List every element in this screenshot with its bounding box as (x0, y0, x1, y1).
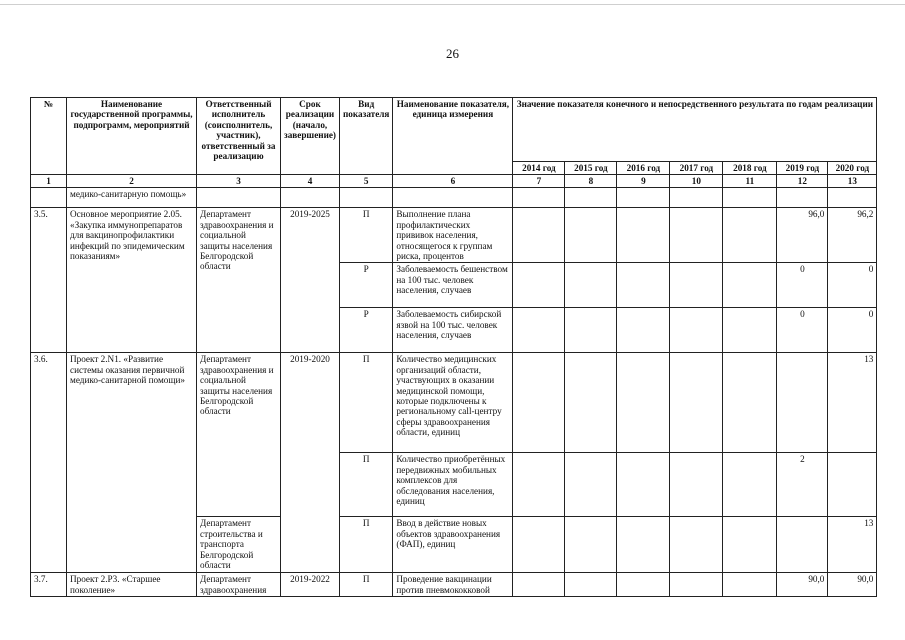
program-name: Основное мероприятие 2.05. «Закупка иммунопрепаратов для вакцинопрофилактики инфекций по эпидемическим показаниям» (67, 208, 197, 353)
value-2020: 13 (828, 517, 877, 573)
col-header-values-group: Значение показателя конечного и непосредственного результата по годам реализации (513, 98, 877, 162)
column-numbers-row (31, 175, 877, 188)
indicator-name: Заболеваемость сибирской язвой на 100 тыс. человек населения, случаев (393, 308, 513, 353)
value-2019: 96,0 (777, 208, 828, 263)
column-number: 4 (281, 175, 340, 188)
year-header: 2014 год (513, 162, 565, 175)
page-number: 26 (446, 46, 459, 61)
indicator-kind: П (340, 573, 393, 597)
indicator-name: Количество медицинских организаций области, участвующих в оказании медицинской помощи, которые подключены к региональному call-центру сферы здравоохранения области, единиц (393, 353, 513, 453)
indicators-table (30, 97, 877, 597)
indicator-name: Количество приобретённых передвижных мобильных комплексов для обследования населения, единиц (393, 453, 513, 517)
indicator-kind: П (340, 208, 393, 263)
program-name: Проект 2.N1. «Развитие системы оказания первичной медико-санитарной помощи» (67, 353, 197, 573)
table-row (31, 208, 877, 263)
indicator-name: Ввод в действие новых объектов здравоохранения (ФАП), единиц (393, 517, 513, 573)
column-number: 9 (617, 175, 670, 188)
continuation-text: медико-санитарную помощь» (67, 188, 197, 208)
column-number: 3 (197, 175, 281, 188)
col-header-indicator: Наименование показателя, единица измерения (393, 98, 513, 175)
row-number: 3.6. (31, 353, 67, 573)
value-2020: 0 (828, 263, 877, 308)
value-2020: 96,2 (828, 208, 877, 263)
column-number: 10 (670, 175, 723, 188)
executor-2: Департамент строительства и транспорта Белгородской области (197, 517, 281, 573)
indicator-name: Выполнение плана профилактических прививок населения, относящегося к группам риска, процентов (393, 208, 513, 263)
column-number: 5 (340, 175, 393, 188)
table-row (31, 188, 877, 208)
indicator-name: Заболеваемость бешенством на 100 тыс. человек населения, случаев (393, 263, 513, 308)
executor: Департамент здравоохранения и социальной защиты населения Белгородской области (197, 353, 281, 517)
year-header: 2016 год (617, 162, 670, 175)
column-number: 13 (828, 175, 877, 188)
indicator-kind: П (340, 453, 393, 517)
table-row (31, 353, 877, 453)
indicator-kind: Р (340, 263, 393, 308)
indicator-kind: Р (340, 308, 393, 353)
indicator-kind: П (340, 517, 393, 573)
column-number: 2 (67, 175, 197, 188)
scan-top-edge (0, 4, 905, 5)
value-2019: 90,0 (777, 573, 828, 597)
term: 2019-2020 (281, 353, 340, 573)
column-number: 12 (777, 175, 828, 188)
program-name: Проект 2.Р3. «Старшее поколение» (67, 573, 197, 597)
col-header-term: Срок реализации (начало, завершение) (281, 98, 340, 175)
row-number: 3.7. (31, 573, 67, 597)
value-2020: 13 (828, 353, 877, 453)
year-header: 2020 год (828, 162, 877, 175)
col-header-executor: Ответственный исполнитель (соисполнитель, участник), ответственный за реализацию (197, 98, 281, 175)
column-number: 1 (31, 175, 67, 188)
year-header: 2018 год (723, 162, 777, 175)
col-header-kind: Вид показателя (340, 98, 393, 175)
indicator-kind: П (340, 353, 393, 453)
header-row (31, 98, 877, 162)
term: 2019-2025 (281, 208, 340, 353)
col-header-program: Наименование государственной программы, подпрограмм, мероприятий (67, 98, 197, 175)
row-number: 3.5. (31, 208, 67, 353)
year-header: 2019 год (777, 162, 828, 175)
value-2019: 0 (777, 263, 828, 308)
value-2020: 90,0 (828, 573, 877, 597)
year-header: 2015 год (565, 162, 617, 175)
column-number: 11 (723, 175, 777, 188)
value-2019: 0 (777, 308, 828, 353)
executor: Департамент здравоохранения (197, 573, 281, 597)
value-2019: 2 (777, 453, 828, 517)
col-header-no: № (31, 98, 67, 175)
table-row (31, 573, 877, 597)
column-number: 8 (565, 175, 617, 188)
year-header: 2017 год (670, 162, 723, 175)
executor: Департамент здравоохранения и социальной защиты населения Белгородской области (197, 208, 281, 353)
indicator-name: Проведение вакцинации против пневмококковой (393, 573, 513, 597)
term: 2019-2022 (281, 573, 340, 597)
column-number: 6 (393, 175, 513, 188)
value-2020: 0 (828, 308, 877, 353)
column-number: 7 (513, 175, 565, 188)
